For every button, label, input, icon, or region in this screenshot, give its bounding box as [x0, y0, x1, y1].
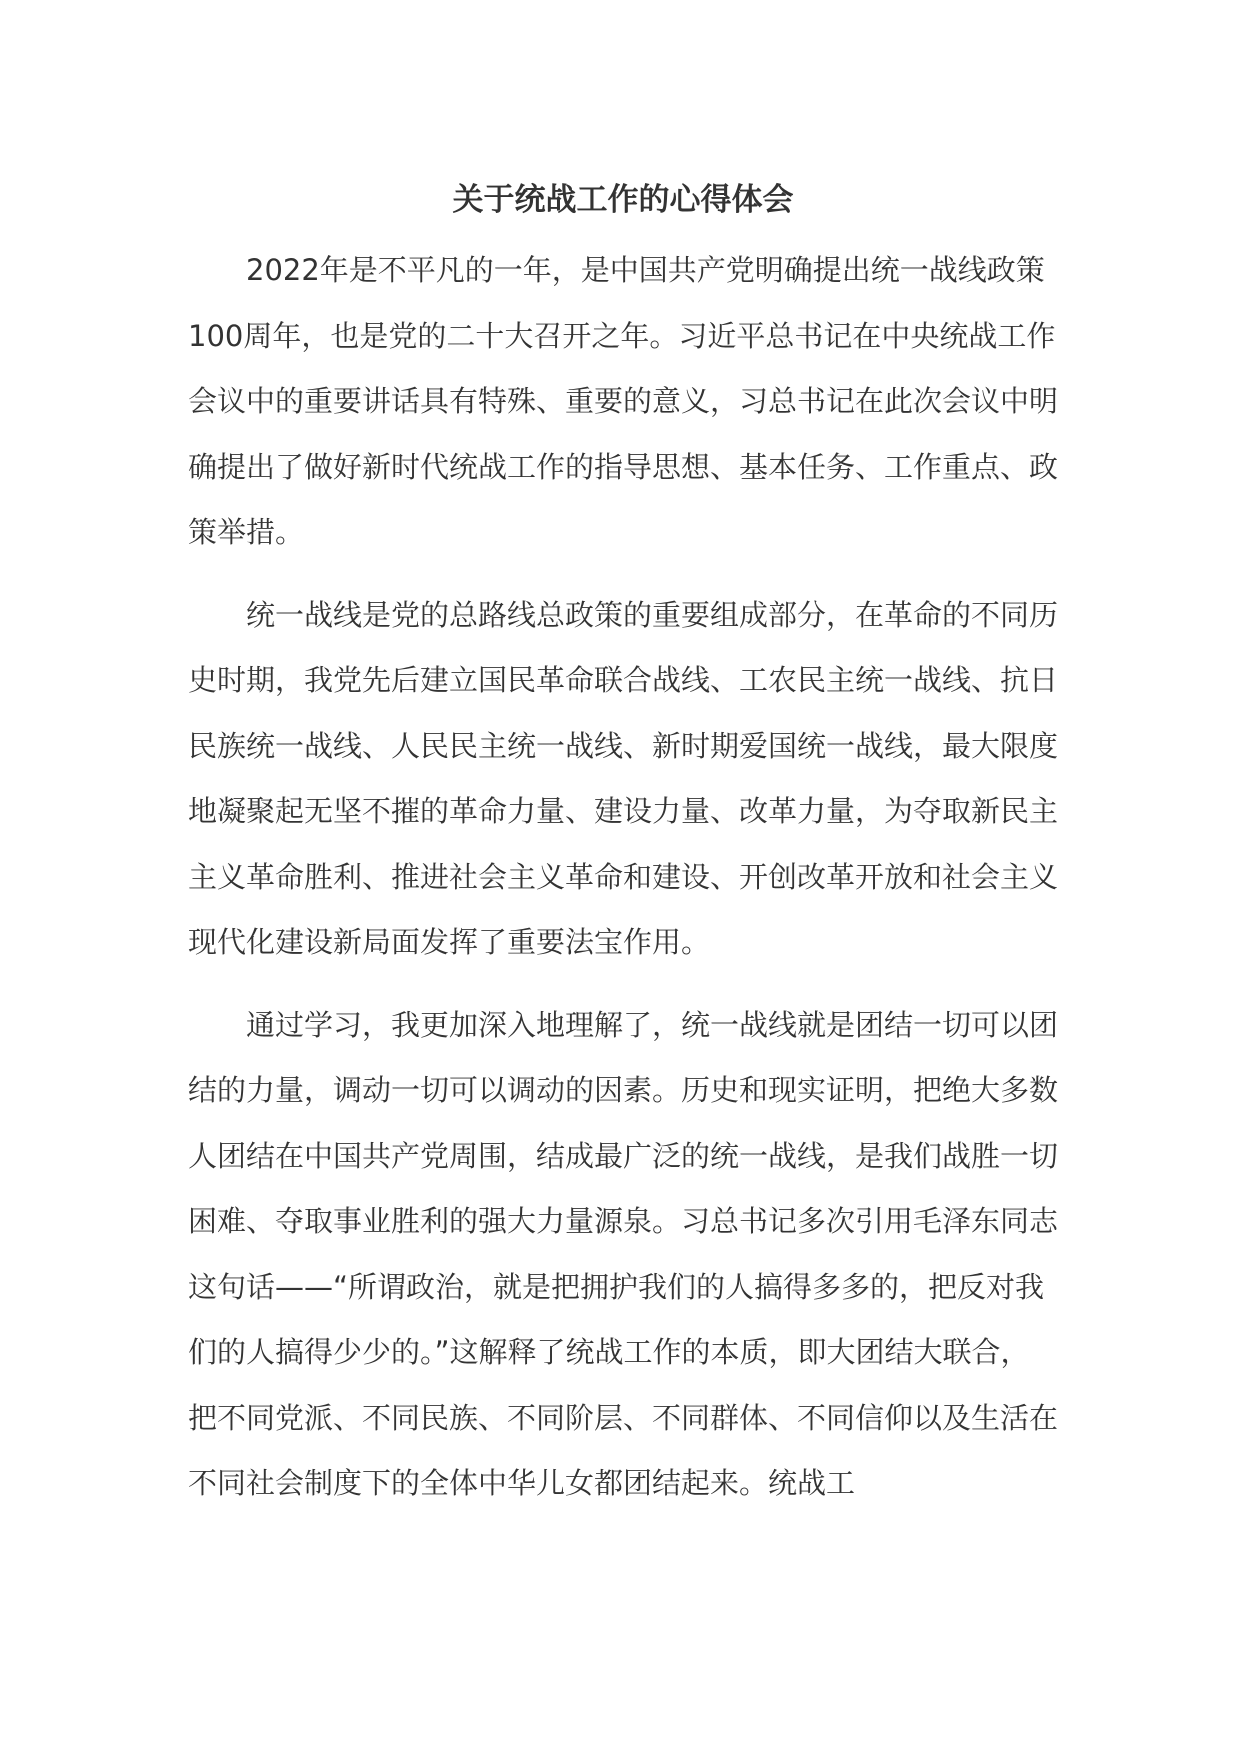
document-page: [188, 170, 1058, 1517]
paragraph-3: 通过学习，我更加深入地理解了，统一战线就是团结一切可以团结的力量，调动一切可以调动的因素。历史和现实证明，把绝大多数人团结在中国共产党周围，结成最广泛的统一战线，是我们战胜一切困难、夺取事业胜利的强大力量源泉。习总书记多次引用毛泽东同志这句话——“所谓政治，就是把拥护我们的人搞得多多的，把反对我们的人搞得少少的。”这解释了统战工作的本质，即大团结大联合，把不同党派、不同民族、不同阶层、不同群体、不同信仰以及生活在不同社会制度下的全体中华儿女都团结起来。统战工: [188, 1007, 1059, 1500]
paragraph-1: 2022年是不平凡的一年，是中国共产党明确提出统一战线政策100周年，也是党的二十大召开之年。习近平总书记在中央统战工作会议中的重要讲话具有特殊、重要的意义，习总书记在此次会议中明确提出了做好新时代统战工作的指导思想、基本任务、工作重点、政策举措。: [188, 253, 1059, 549]
paragraph-2: 统一战线是党的总路线总政策的重要组成部分，在革命的不同历史时期，我党先后建立国民革命联合战线、工农民主统一战线、抗日民族统一战线、人民民主统一战线、新时期爱国统一战线，最大限度地凝聚起无坚不摧的革命力量、建设力量、改革力量，为夺取新民主主义革命胜利、推进社会主义革命和建设、开创改革开放和社会主义现代化建设新局面发挥了重要法宝作用。: [188, 597, 1059, 959]
document-title: 关于统战工作的心得体会: [452, 182, 794, 218]
